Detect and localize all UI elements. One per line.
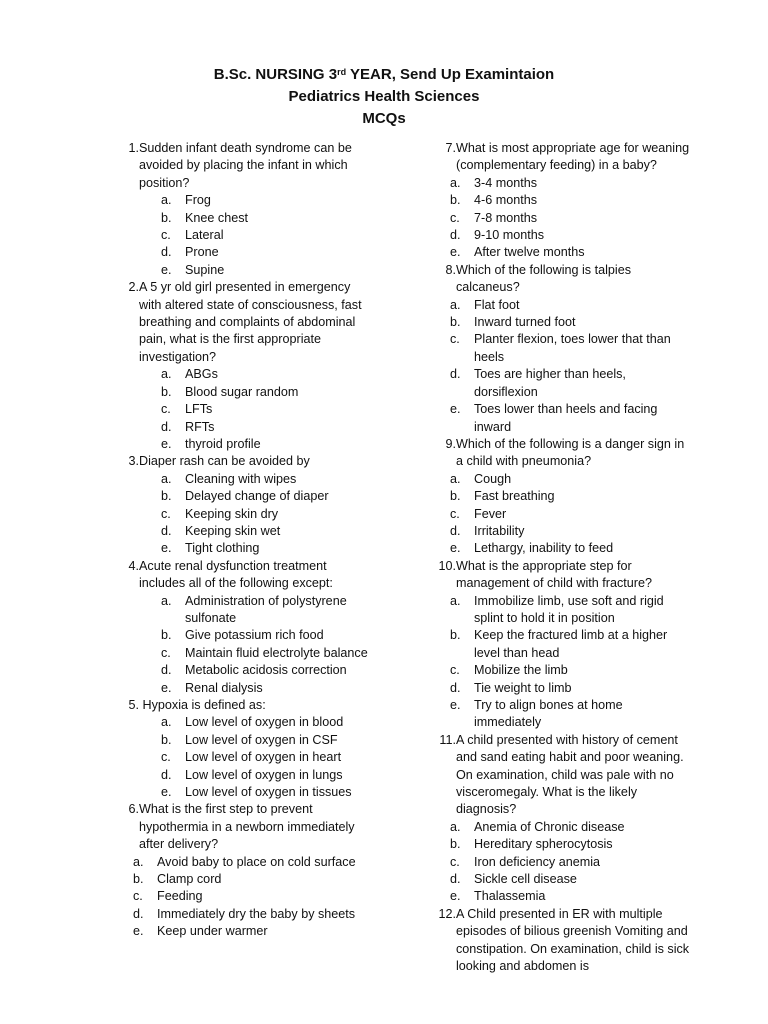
question-3 (113, 453, 375, 557)
question-8 (430, 262, 692, 436)
question-text: A 5 yr old girl presented in emergency with altered state of consciousness, fast breathing and complaints of abdominal pain, what is the first appropriate investigation? (139, 280, 362, 364)
question-text: A Child presented in ER with multiple episodes of bilious greenish Vomiting and constipation. On examination, child is sick looking and abdomen is (456, 906, 690, 974)
question-7 (430, 140, 692, 262)
option-a: a. Flat foot (450, 297, 520, 312)
option-d: d. Immediately dry the baby by sheets (133, 906, 356, 921)
option-c: c. LFTs (161, 402, 213, 417)
question-number: 4. (128, 558, 139, 573)
option-a: a. Administration of polystyrene sulfonate (161, 593, 347, 625)
option-d: d. Tie weight to limb (450, 680, 572, 695)
option-e: e. Try to align bones at home immediately (450, 698, 623, 730)
option-b: b. Keep the fractured limb at a higher level than head (450, 628, 668, 660)
subject-title: Pediatrics Health Sciences (288, 88, 480, 105)
section-title: MCQs (362, 110, 406, 127)
option-d: d. Irritability (450, 523, 525, 538)
option-c: c. Maintain fluid electrolyte balance (161, 645, 368, 660)
option-e: e. After twelve months (450, 245, 585, 260)
question-number: 1. (128, 141, 139, 155)
option-e: e. Thalassemia (450, 889, 546, 904)
option-e: e. Renal dialysis (161, 680, 263, 695)
option-b: b. Delayed change of diaper (161, 489, 329, 504)
option-c: c. Planter flexion, toes lower that than heels (450, 332, 671, 364)
question-text: What is the appropriate step for management of child with fracture? (456, 558, 653, 591)
question-number: 7. (445, 141, 456, 155)
question-text: Which of the following is a danger sign in a child with pneumonia? (456, 436, 685, 469)
option-e: e. Toes lower than heels and facing inward (450, 402, 658, 434)
question-number: 8. (445, 262, 456, 277)
question-number: 3. (128, 454, 139, 469)
question-number: 6. (128, 802, 139, 817)
question-11 (430, 732, 692, 906)
option-c: c. 7-8 months (450, 210, 537, 225)
question-text: What is most appropriate age for weaning (complementary feeding) in a baby? (456, 141, 690, 173)
option-b: b. Low level of oxygen in CSF (161, 732, 338, 747)
question-text: Acute renal dysfunction treatment includes all of the following except: (139, 558, 333, 591)
option-b: b. Give potassium rich food (161, 628, 324, 643)
option-b: b. Inward turned foot (450, 315, 576, 330)
left-column (113, 140, 375, 941)
option-c: c. Mobilize the limb (450, 663, 568, 678)
question-number: 9. (445, 436, 456, 451)
option-b: b. Clamp cord (133, 872, 222, 887)
question-12 (430, 906, 692, 976)
question-text: Hypoxia is defined as: (139, 698, 266, 712)
option-e: e. Tight clothing (161, 541, 260, 556)
question-number: 2. (128, 280, 139, 295)
option-a: a. Frog (161, 193, 211, 208)
question-number: 10. (438, 558, 456, 573)
option-c: c. Iron deficiency anemia (450, 854, 601, 869)
option-b: b. Hereditary spherocytosis (450, 837, 613, 852)
option-a: a. Anemia of Chronic disease (450, 819, 625, 834)
option-a: a. ABGs (161, 367, 218, 382)
option-e: e. Supine (161, 262, 225, 277)
question-2 (113, 279, 375, 453)
option-b: b. Fast breathing (450, 489, 555, 504)
exam-title: B.Sc. NURSING 3rd YEAR, Send Up Examintaion (213, 66, 555, 83)
option-e: e. Keep under warmer (133, 924, 268, 939)
option-d: d. Keeping skin wet (161, 523, 281, 538)
option-c: c. Feeding (133, 889, 203, 904)
option-c: c. Low level of oxygen in heart (161, 750, 342, 765)
question-text: A child presented with history of cement and sand eating habit and poor weaning. On examination, child was pale with no visceromegaly. What is the likely diagnosis? (456, 732, 684, 817)
document-header (0, 64, 768, 130)
question-5 (113, 697, 375, 801)
option-e: e. Low level of oxygen in tissues (161, 785, 352, 800)
option-b: b. Blood sugar random (161, 384, 299, 399)
right-column (430, 140, 692, 976)
question-4 (113, 558, 375, 697)
option-d: d. Sickle cell disease (450, 872, 577, 887)
question-text: What is the first step to prevent hypothermia in a newborn immediately after delivery? (139, 802, 355, 852)
question-number: 11. (439, 732, 456, 747)
question-text: Sudden infant death syndrome can be avoided by placing the infant in which position? (139, 141, 352, 190)
option-c: c. Lateral (161, 228, 224, 243)
option-a: a. Immobilize limb, use soft and rigid splint to hold it in position (450, 593, 664, 625)
option-a: a. Low level of oxygen in blood (161, 715, 344, 730)
question-text: Which of the following is talpies calcaneus? (456, 262, 631, 295)
option-d: d. Toes are higher than heels, dorsiflexion (450, 367, 626, 399)
question-text: Diaper rash can be avoided by (139, 454, 310, 469)
option-a: a. Cleaning with wipes (161, 471, 297, 486)
option-d: d. Low level of oxygen in lungs (161, 767, 343, 782)
question-number: 5. (128, 698, 139, 712)
option-b: b. 4-6 months (450, 193, 537, 208)
option-a: a. Avoid baby to place on cold surface (133, 854, 356, 869)
question-6 (113, 801, 375, 940)
option-c: c. Fever (450, 506, 507, 521)
question-number: 12. (438, 906, 456, 921)
option-d: d. Prone (161, 245, 219, 260)
option-b: b. Knee chest (161, 210, 249, 225)
question-10 (430, 558, 692, 732)
option-c: c. Keeping skin dry (161, 506, 279, 521)
option-a: a. 3-4 months (450, 175, 537, 190)
option-e: e. Lethargy, inability to feed (450, 541, 614, 556)
option-d: d. 9-10 months (450, 228, 545, 243)
option-e: e. thyroid profile (161, 436, 261, 451)
option-a: a. Cough (450, 471, 512, 486)
question-9 (430, 436, 692, 558)
option-d: d. Metabolic acidosis correction (161, 663, 347, 678)
option-d: d. RFTs (161, 419, 215, 434)
question-1 (113, 140, 375, 279)
